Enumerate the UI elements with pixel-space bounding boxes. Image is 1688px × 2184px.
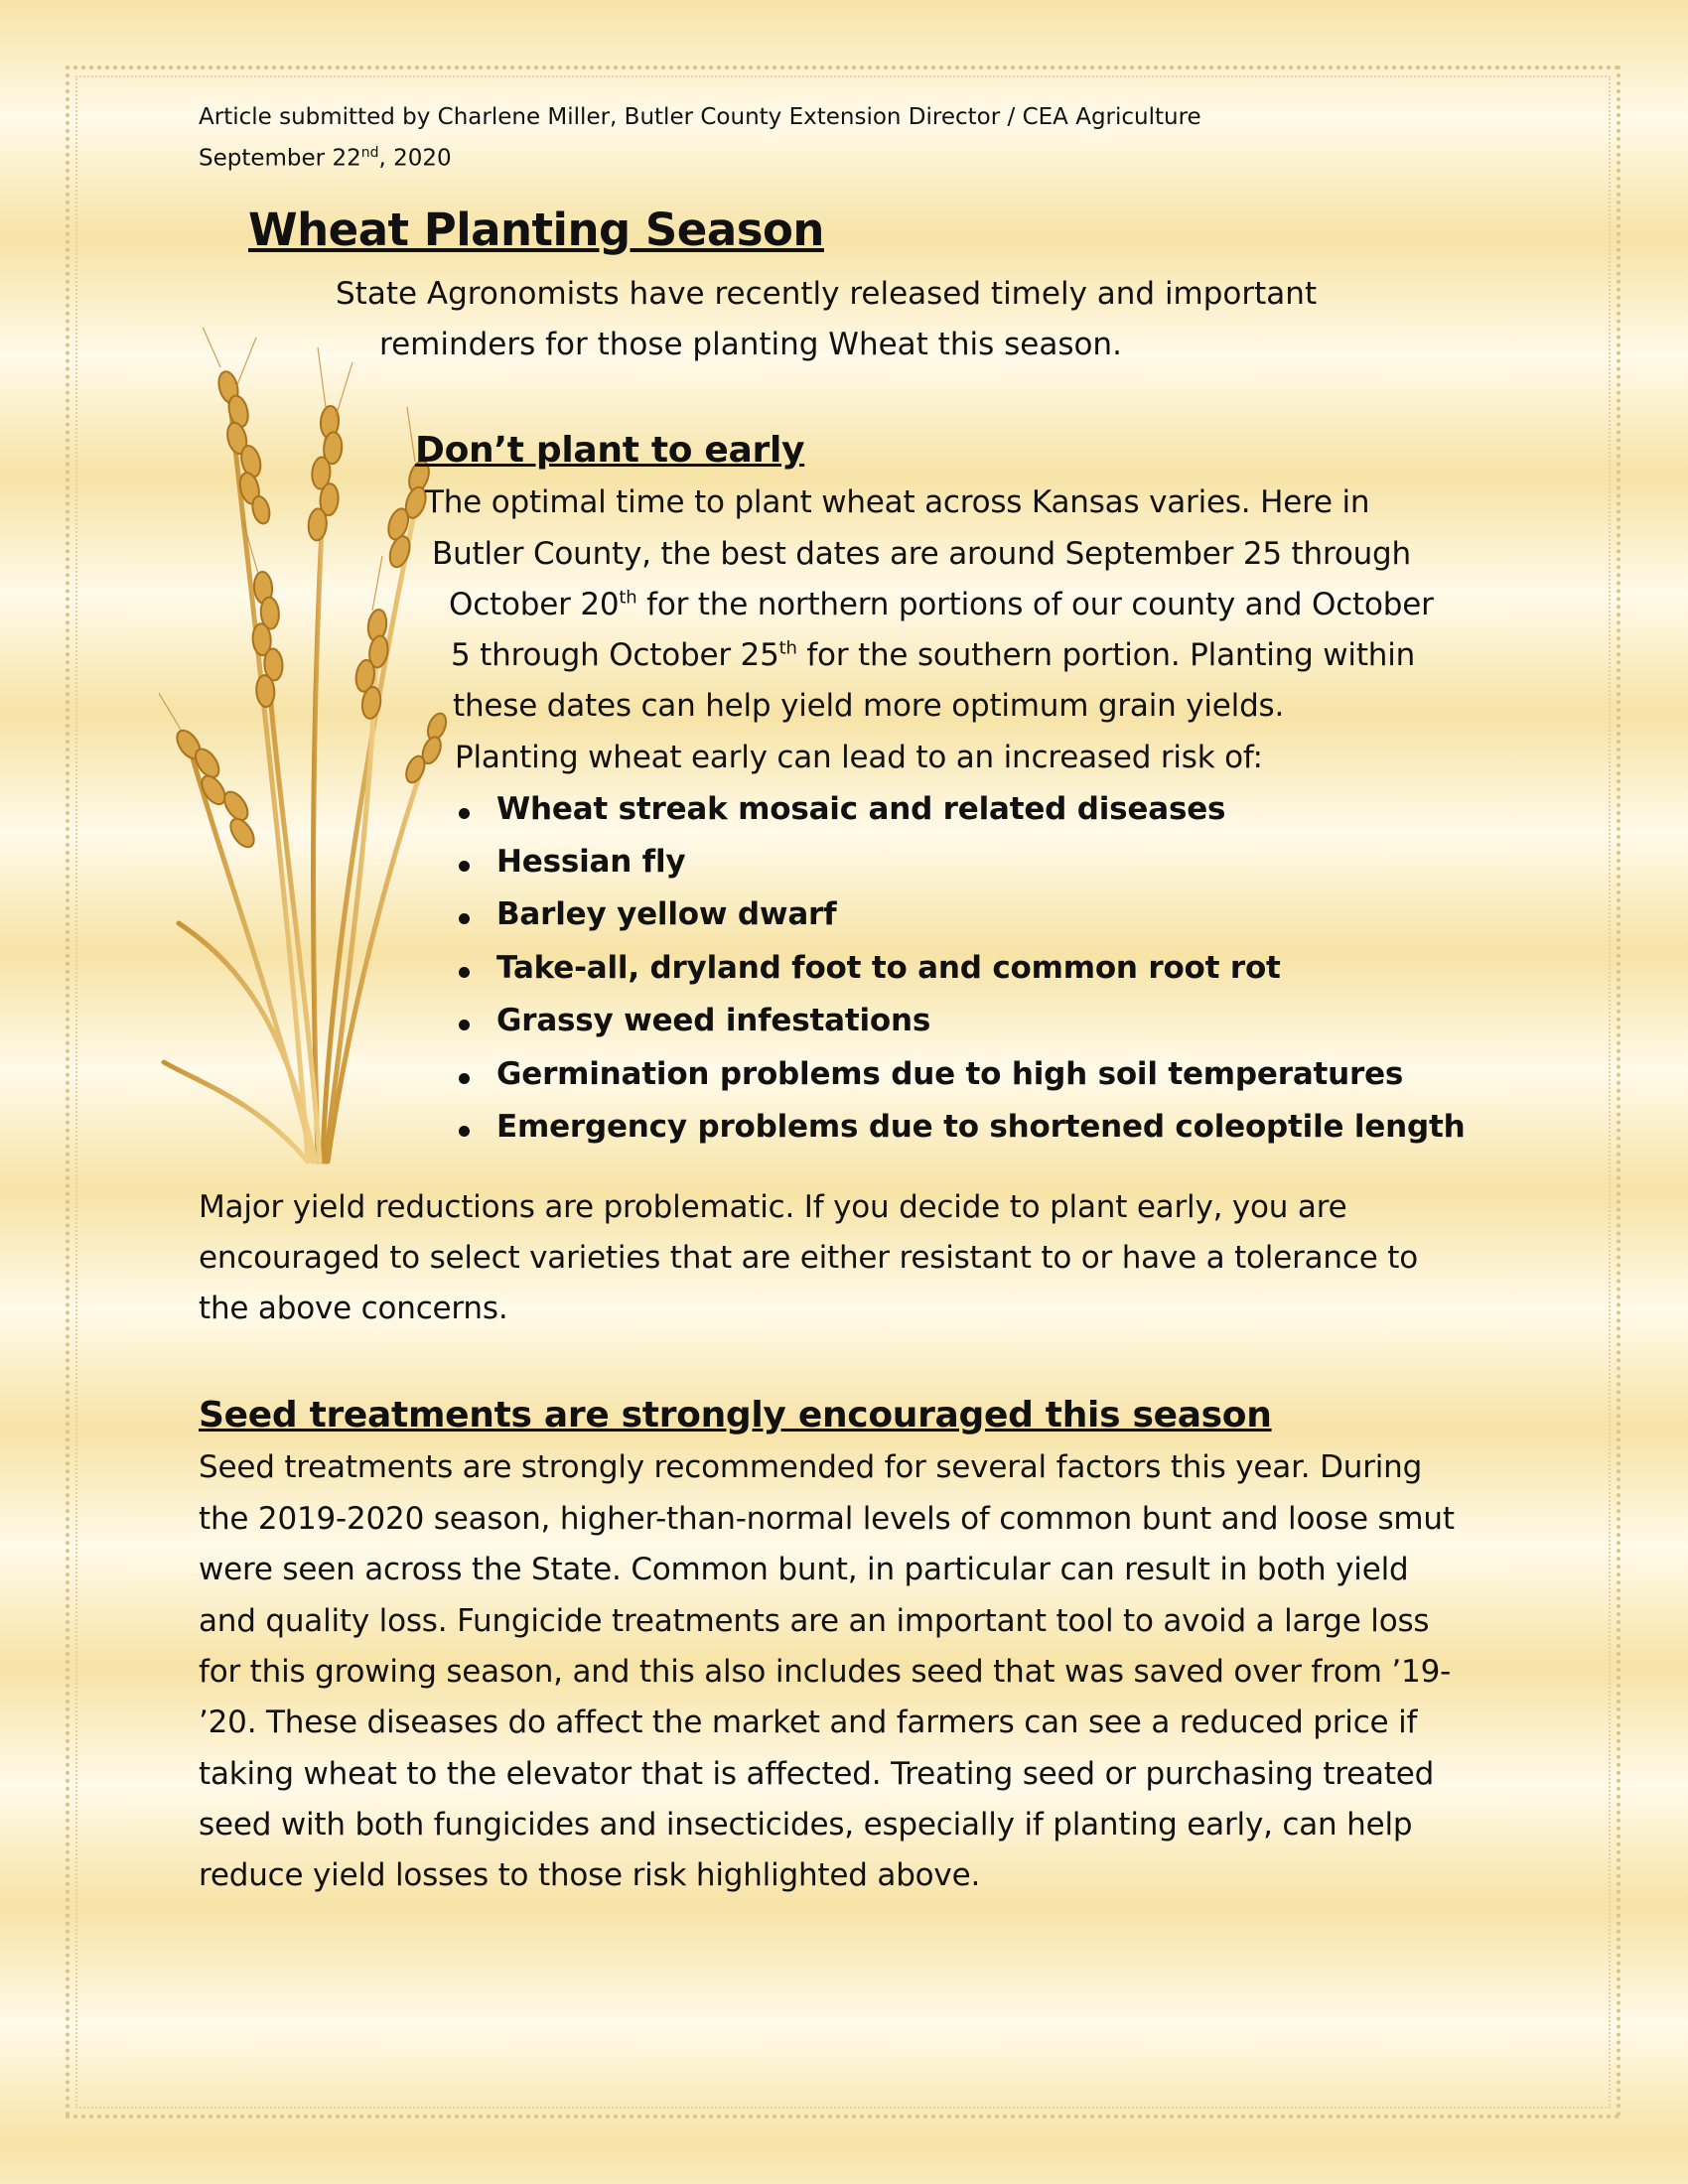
bullet-dot	[459, 1126, 470, 1137]
bullet-dot	[459, 1073, 470, 1084]
page-title: Wheat Planting Season	[248, 204, 824, 256]
paragraph-line: Seed treatments are strongly recommended for several factors this year. During	[199, 1449, 1423, 1485]
paragraph-line: seed with both fungicides and insecticides, especially if planting early, can help	[199, 1807, 1413, 1843]
section1-line-3: October 20th for the northern portions of our county and October	[449, 587, 1434, 622]
byline-author: Article submitted by Charlene Miller, Butler County Extension Director / CEA Agriculture	[199, 104, 1201, 130]
after-list-line-1: Major yield reductions are problematic. If you decide to plant early, you are	[199, 1189, 1347, 1225]
list-item: Hessian fly	[496, 844, 686, 880]
list-item: Emergency problems due to shortened coleoptile length	[496, 1109, 1466, 1145]
section1-line-6: Planting wheat early can lead to an increased risk of:	[455, 740, 1263, 775]
bullet-dot	[459, 1020, 470, 1030]
paragraph-line: for this growing season, and this also includes seed that was saved over from ’19-	[199, 1654, 1452, 1690]
list-item: Germination problems due to high soil temperatures	[496, 1056, 1404, 1092]
paragraph-line: ’20. These diseases do affect the market and farmers can see a reduced price if	[199, 1705, 1418, 1740]
list-item: Barley yellow dwarf	[496, 896, 837, 932]
section1-line-2: Butler County, the best dates are around September 25 through	[432, 536, 1411, 572]
paragraph-line: taking wheat to the elevator that is affected. Treating seed or purchasing treated	[199, 1756, 1435, 1792]
after-list-line-2: encouraged to select varieties that are either resistant to or have a tolerance to	[199, 1240, 1418, 1276]
section1-line-5: these dates can help yield more optimum grain yields.	[453, 688, 1285, 724]
bullet-dot	[459, 967, 470, 978]
section1-line-4: 5 through October 25th for the southern portion. Planting within	[451, 637, 1416, 673]
byline-date: September 22nd, 2020	[199, 145, 452, 172]
list-item: Wheat streak mosaic and related diseases	[496, 791, 1226, 827]
paragraph-line: reduce yield losses to those risk highlighted above.	[199, 1857, 981, 1893]
bullet-dot	[459, 861, 470, 872]
intro-line-2: reminders for those planting Wheat this season.	[379, 327, 1122, 362]
bullet-dot	[459, 808, 470, 819]
list-item: Grassy weed infestations	[496, 1003, 931, 1038]
bullet-dot	[459, 913, 470, 924]
list-item: Take-all, dryland foot to and common root rot	[496, 950, 1281, 986]
after-list-line-3: the above concerns.	[199, 1291, 508, 1326]
section-heading-seed-treatments: Seed treatments are strongly encouraged this season	[199, 1395, 1272, 1435]
wheat-illustration	[159, 328, 457, 1171]
section-heading-early: Don’t plant to early	[415, 430, 805, 471]
section1-line-1: The optimal time to plant wheat across Kansas varies. Here in	[425, 484, 1370, 520]
paragraph-line: were seen across the State. Common bunt, in particular can result in both yield	[199, 1552, 1409, 1587]
intro-line-1: State Agronomists have recently released timely and important	[336, 276, 1318, 312]
paragraph-line: the 2019-2020 season, higher-than-normal levels of common bunt and loose smut	[199, 1501, 1455, 1537]
paragraph-line: and quality loss. Fungicide treatments are an important tool to avoid a large loss	[199, 1603, 1430, 1639]
